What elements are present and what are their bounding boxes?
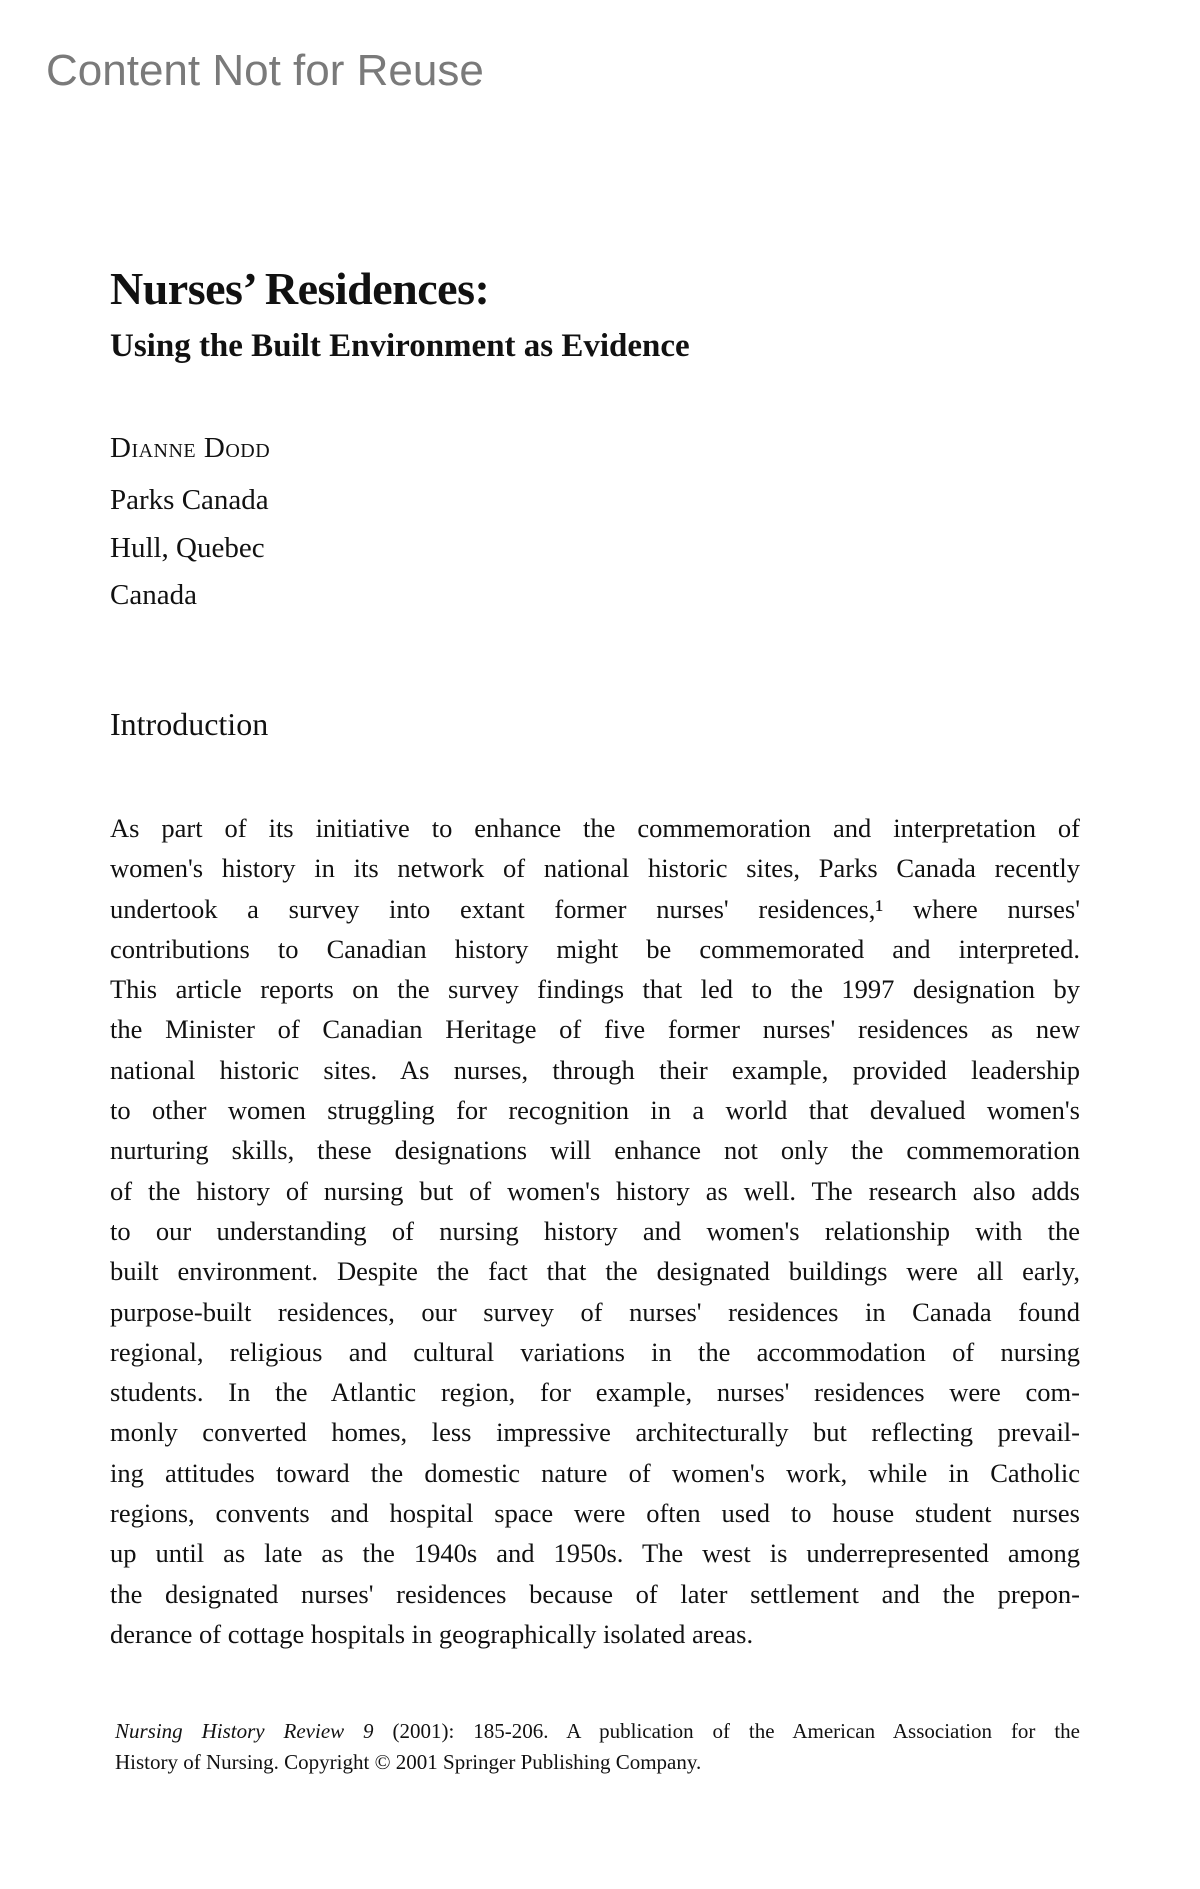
body-line: built environment. Despite the fact that the designated buildings were all early,: [110, 1256, 1080, 1287]
body-line: This article reports on the survey findings that led to the 1997 designation by: [110, 974, 1080, 1005]
affiliation-line: Parks Canada: [110, 484, 269, 516]
body-line: nurturing skills, these designations will enhance not only the commemoration: [110, 1135, 1080, 1166]
footer-line-1: [115, 1716, 1080, 1747]
body-line: to other women struggling for recognition in a world that devalued women's: [110, 1095, 1080, 1126]
footer-citation: [115, 1716, 1080, 1778]
footer-text: (2001): 185-206. A publication of the American Association for the: [373, 1719, 1080, 1743]
body-line: undertook a survey into extant former nurses' residences,¹ where nurses': [110, 893, 1080, 924]
body-line: up until as late as the 1940s and 1950s. The west is underrepresented among: [110, 1538, 1080, 1569]
body-line: the designated nurses' residences because of later settlement and the prepon-: [110, 1578, 1080, 1609]
body-line: contributions to Canadian history might be commemorated and interpreted.: [110, 933, 1080, 964]
body-line: students. In the Atlantic region, for example, nurses' residences were com-: [110, 1377, 1080, 1408]
section-heading: Introduction: [110, 706, 269, 742]
body-line: derance of cottage hospitals in geographically isolated areas.: [110, 1618, 754, 1649]
body-line: women's history in its network of national historic sites, Parks Canada recently: [110, 853, 1080, 884]
body-line: monly converted homes, less impressive architecturally but reflecting prevail-: [110, 1417, 1080, 1448]
article-title: Nurses’ Residences:: [110, 263, 490, 314]
body-line: national historic sites. As nurses, through their example, provided leadership: [110, 1054, 1080, 1085]
author-name: Dianne Dodd: [110, 432, 271, 464]
body-line: regions, convents and hospital space were often used to house student nurses: [110, 1498, 1080, 1529]
body-line: regional, religious and cultural variations in the accommodation of nursing: [110, 1336, 1080, 1367]
body-line: ing attitudes toward the domestic nature of women's work, while in Catholic: [110, 1457, 1080, 1488]
body-text: [110, 808, 1080, 1654]
body-line: purpose-built residences, our survey of nurses' residences in Canada found: [110, 1296, 1080, 1327]
article-subtitle: Using the Built Environment as Evidence: [110, 328, 690, 364]
body-line: As part of its initiative to enhance the commemoration and interpretation of: [110, 813, 1080, 843]
body-line: the Minister of Canadian Heritage of five former nurses' residences as new: [110, 1014, 1080, 1045]
footer-line-2: History of Nursing. Copyright © 2001 Springer Publishing Company.: [115, 1750, 702, 1774]
journal-name: Nursing History Review 9: [115, 1719, 374, 1743]
body-line: of the history of nursing but of women's history as well. The research also adds: [110, 1175, 1080, 1206]
affiliation-line: Hull, Quebec: [110, 532, 265, 564]
body-line: to our understanding of nursing history and women's relationship with the: [110, 1215, 1080, 1246]
affiliation-line: Canada: [110, 579, 197, 611]
watermark: Content Not for Reuse: [46, 46, 484, 95]
